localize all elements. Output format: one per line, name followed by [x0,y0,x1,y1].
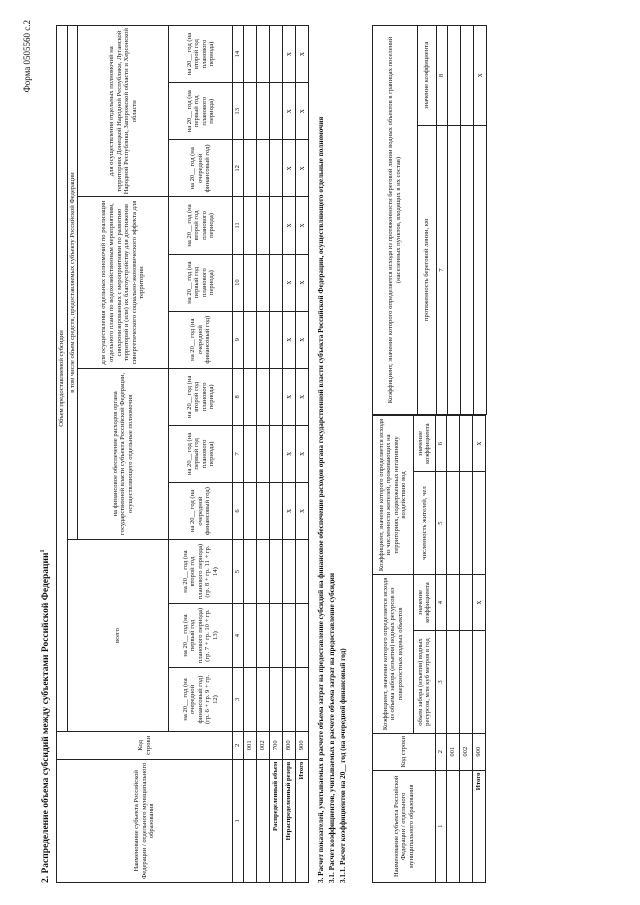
col-num: 1 [233,759,244,882]
col-num: 7 [233,425,244,482]
t2-sub: значение коэффициента [413,574,435,630]
col-num: 7 [437,125,448,414]
col-num: 5 [436,472,447,575]
row-code: 900 [295,731,308,759]
header-sub: на 20__ год (на второй год планового периода) [169,197,233,254]
x-mark: x [295,140,308,197]
table-row [243,26,256,883]
col-num: 4 [233,604,244,668]
row-code: 900 [472,733,485,770]
t3-header-k3: Коэффициент, значение которого определяется исходя из протяженности береговой линии водных объектов в границах поселений (населенных пунктов, входящих в их состав) [373,26,418,415]
x-mark: x [282,26,295,83]
x-mark: x [282,368,295,425]
x-mark: x [295,311,308,368]
x-mark: x [282,482,295,539]
col-num: 10 [233,254,244,311]
distributed-row [269,26,282,883]
col-num: 8 [437,26,448,126]
header-group-b: для осуществления отдельных полномочий по реализации отдельного плана по водохозяйственным мероприятиям, синхронизированных с мероприятиями по развитию территорий и (или) их благоустройству для достижения синергетического социально-экономического эффекта для территории [78,197,169,368]
col-num: 3 [436,631,447,734]
undistributed-row [282,26,295,883]
col-num: 13 [233,83,244,140]
table-row [256,26,269,883]
t2-total-row [472,416,485,883]
x-mark: x [295,425,308,482]
table-row [459,416,472,883]
header-sub: на 20__ год (на очередной финансовый год) [169,140,233,197]
t2-header-code: Код строки [373,733,436,770]
section2-title: 2. Распределение объема субсидий между субъектами Российской Федерации$^1$ [40,549,52,883]
form-number: Форма 0505560 с.2 [22,20,32,93]
x-mark: x [282,197,295,254]
col-num: 3 [233,668,244,732]
total-label: Итого [295,759,308,882]
subsidy-distribution-table [56,25,309,883]
x-mark: x [282,254,295,311]
t3-total-row [473,26,486,415]
header-name: Наименование субъекта Российской Федерации / отдельного муниципального образования [57,759,233,882]
t2-header-name: Наименование субъекта Российской Федерации / отдельного муниципального образования [373,770,436,882]
table-row [446,416,459,883]
table-row [447,26,460,415]
header-sub: на 20__ год (на первый год планового периода) [169,425,233,482]
col-num: 12 [233,140,244,197]
col-num: 5 [233,540,244,604]
x-mark: x [472,416,485,472]
x-mark: x [295,197,308,254]
header-sub: на 20__ год (на второй год планового периода) [169,368,233,425]
t2-sub: объем забора (изъятия) водных ресурсов, млн куб метров в год [413,631,435,734]
section3-text [316,25,348,883]
t2-sub: численность жителей, чел [413,472,435,575]
row-code: 800 [282,731,295,759]
col-num: 6 [233,482,244,539]
column-number-row [233,26,244,883]
t2-header-k1: Коэффициент, значение которого определяется исходя из объема забора (изъятия) водных ресурсов из поверхностных водных объектов [373,574,414,733]
col-num: 9 [233,311,244,368]
x-mark: x [282,140,295,197]
coefficients-table [372,415,486,883]
x-mark: x [295,254,308,311]
x-mark: x [295,26,308,83]
t3-sub: значение коэффициента [418,26,437,126]
header-volume: Объем предоставляемой субсидии [57,26,68,732]
header-incl: в том числе объем средств, предоставляемых субъекту Российской Федерации [67,26,78,540]
header-sub: на 20__ год (на первый год планового периода) [169,254,233,311]
col-num: 2 [233,731,244,759]
header-sub: на 20__ год (на очередной финансовый год) (гр. 6 + гр. 9 + гр. 12) [169,668,233,732]
header-sub: на 20__ год (на второй год планового периода) (гр. 8 + гр. 11 + гр. 14) [169,540,233,604]
header-sub: на 20__ год (на второй год планового периода) [169,26,233,83]
header-sub: на 20__ год (на первый год планового периода) [169,83,233,140]
total-label: Итого [472,770,485,882]
table-row [460,26,473,415]
x-mark: x [282,425,295,482]
header-group-a: на финансовое обеспечение расходов органа государственной власти субъекта Российской Федерации, осуществляющего отдельные полномочия [78,368,169,539]
header-sub: на 20__ год (на очередной финансовый год) [169,311,233,368]
header-total: всего [67,540,169,732]
x-mark: x [472,574,485,630]
t3-sub: протяженность береговой линии, км [418,125,437,414]
t2-sub: значение коэффициента [413,416,435,472]
x-mark: x [282,311,295,368]
row-code: 002 [459,733,472,770]
row-code: 002 [256,731,269,759]
header-group-c: для осуществления отдельных полномочий на территориях Донецкой Народной Республики, Луганской Народной Республики, Запорожской области и Херсонской области [78,26,169,197]
col-num: 2 [436,733,447,770]
x-mark: x [295,83,308,140]
coastline-coefficient-table [372,25,487,415]
col-num: 4 [436,574,447,630]
x-mark: x [282,83,295,140]
row-code: 700 [269,731,282,759]
col-num: 6 [436,416,447,472]
section3-heading: 3. Расчет показателей, учитываемых в расчете объема затрат на предоставление субсидий на финансовое обеспечение расходов органа государственной власти субъекта Российской Федерации, осуществляющего отдельные полномочия [317,116,325,883]
row-code: 001 [243,731,256,759]
header-sub: на 20__ год (на первый год планового периода) (гр. 7 + гр. 10 + гр. 13) [169,604,233,668]
t2-num-row [436,416,447,883]
section31-heading: 3.1. Расчет коэффициентов, учитываемых в расчете объема затрат на предоставление субсидии [327,573,336,883]
header-code: Код строки [57,731,233,759]
row-code: 001 [446,733,459,770]
x-mark: x [295,368,308,425]
col-num: 1 [436,770,447,882]
section311-heading: 3.1.1. Расчет коэффициентов на 20__ год (на очередной финансовый год) [338,648,347,883]
x-mark: x [473,26,486,126]
t2-header-k2: Коэффициент, значение которого определяется исходя из численности жителей, проживающих на территориях, подверженных негативному воздействию вод [373,416,414,575]
t3-num-row [437,26,448,415]
col-num: 8 [233,368,244,425]
header-sub: на 20__ год (на очередной финансовый год) [169,482,233,539]
undistributed-label: Нераспределенный резерв [282,759,295,882]
col-num: 14 [233,26,244,83]
x-mark: x [295,482,308,539]
distributed-label: Распределенный объем [269,759,282,882]
total-row [295,26,308,883]
col-num: 11 [233,197,244,254]
